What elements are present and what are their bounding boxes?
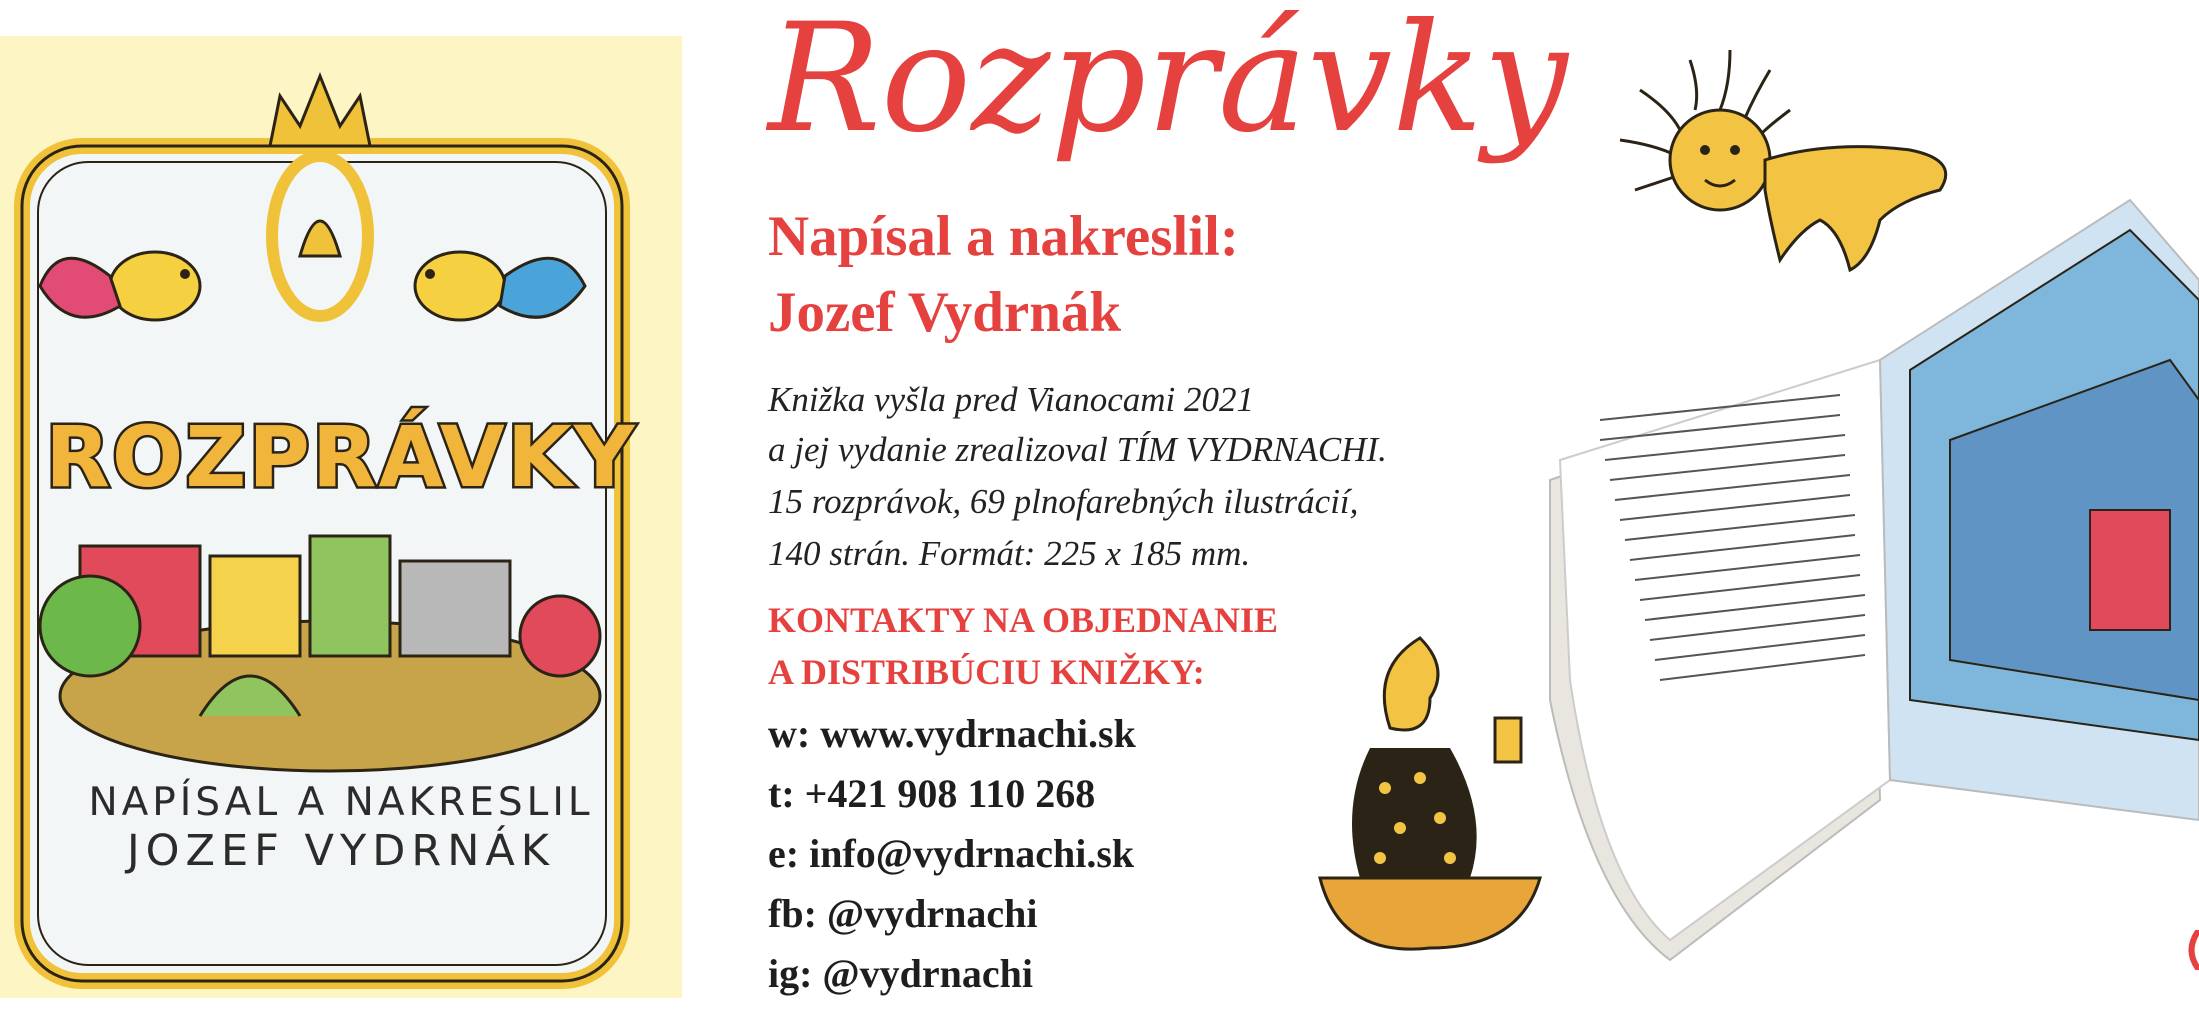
cover-author-line2: JOZEF VYDRNÁK — [126, 826, 555, 876]
contact-website[interactable]: w: www.vydrnachi.sk — [768, 711, 1136, 756]
info-line: a jej vydanie zrealizoval TÍM VYDRNACHI. — [768, 430, 1387, 469]
info-line: 140 strán. Formát: 225 x 185 mm. — [768, 534, 1251, 573]
contacts-heading-line1: KONTAKTY NA OBJEDNANIE — [768, 600, 1279, 640]
book-cover — [0, 36, 682, 998]
page-title: Rozprávky — [768, 0, 1568, 166]
contact-phone[interactable]: t: +421 908 110 268 — [768, 771, 1096, 816]
contact-facebook[interactable]: fb: @vydrnachi — [768, 891, 1038, 936]
contacts-heading-line2: A DISTRIBÚCIU KNIŽKY: — [768, 652, 1205, 692]
moon-figure-illustration — [1300, 628, 1560, 988]
cover-title: ROZPRÁVKY — [45, 408, 637, 506]
subtitle-line2: Jozef Vydrnák — [768, 281, 1122, 344]
contact-instagram[interactable]: ig: @vydrnachi — [768, 951, 1033, 996]
decorative-edge-mark — [2184, 930, 2199, 970]
subtitle-line1: Napísal a nakreslil: — [768, 205, 1239, 268]
cover-author-line1: NAPÍSAL A NAKRESLIL — [88, 780, 594, 825]
open-book-illustration — [1530, 140, 2199, 980]
info-line: Knižka vyšla pred Vianocami 2021 — [768, 380, 1255, 419]
contact-email[interactable]: e: info@vydrnachi.sk — [768, 831, 1135, 876]
info-line: 15 rozprávok, 69 plnofarebných ilustrácií, — [768, 482, 1359, 521]
